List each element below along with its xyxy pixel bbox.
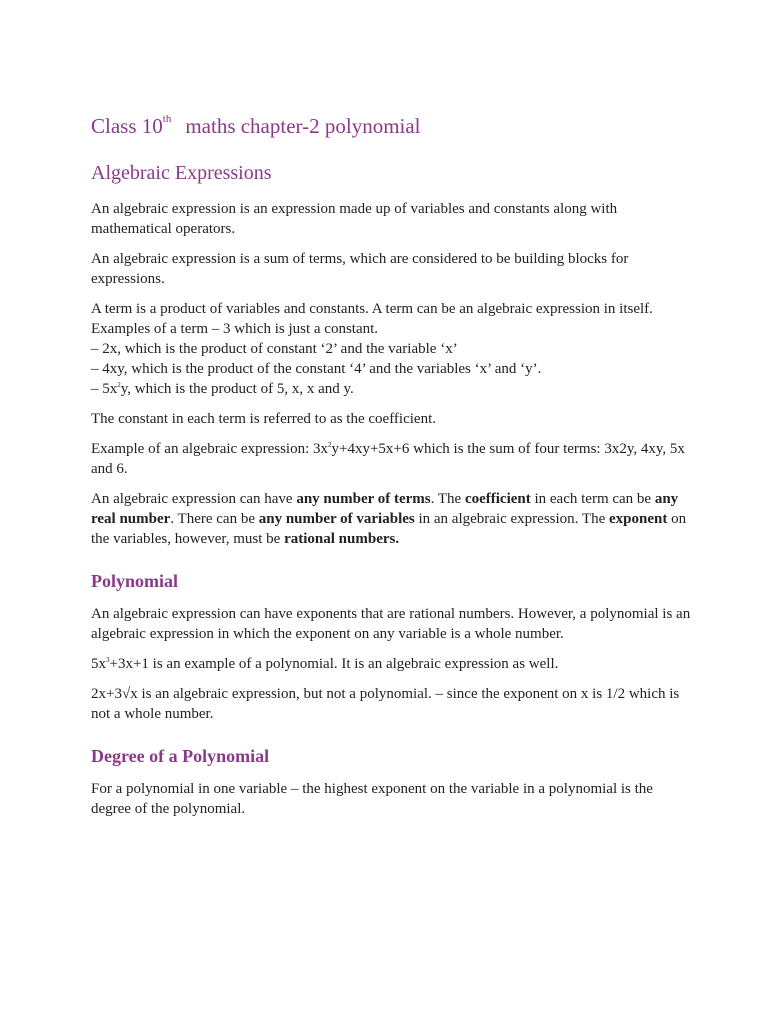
title-prefix: Class 10	[91, 114, 163, 138]
rules-bold: exponent	[608, 511, 668, 527]
heading-algebraic-expressions: Algebraic Expressions	[91, 162, 272, 184]
paragraph-coefficient: The constant in each term is referred to as the coefficient.	[91, 411, 436, 427]
polynomial-example-end: +3x+1 is an example of a polynomial. It is an algebraic expression as well.	[109, 656, 559, 672]
term-line: – 2x, which is the product of constant ‘2’ and the variable ‘x’	[91, 341, 458, 357]
polynomial-example-start: 5x	[91, 656, 106, 672]
example-exponent: 2	[328, 441, 332, 449]
rules-text: . There can be	[170, 511, 259, 527]
example-text-start: Example of an algebraic expression: 3x	[91, 441, 328, 457]
heading-degree-of-polynomial: Degree of a Polynomial	[91, 746, 270, 766]
term-line-end: y, which is the product of 5, x, x and y.	[120, 381, 354, 397]
document-page	[91, 110, 691, 829]
paragraph-non-polynomial: 2x+3√x is an algebraic expression, but not a polynomial. – since the exponent on x is 1/2 which is not a whole number.	[91, 686, 680, 722]
heading-polynomial: Polynomial	[91, 571, 179, 591]
term-line: Examples of a term – 3 which is just a constant.	[91, 321, 379, 337]
rules-bold: coefficient	[464, 491, 531, 507]
rules-bold: any real number	[91, 491, 679, 527]
paragraph-polynomial-definition: An algebraic expression can have exponents that are rational numbers. However, a polynomial is an algebraic expression in which the exponent on any variable is a whole number.	[91, 606, 691, 642]
polynomial-exponent: 3	[106, 656, 110, 664]
term-exponent: 2	[117, 381, 121, 389]
paragraph-example-expression	[91, 439, 691, 479]
paragraph-rules	[91, 489, 691, 549]
paragraph-sum-of-terms: An algebraic expression is a sum of terms, which are considered to be building blocks for expressions.	[91, 251, 629, 287]
term-line: – 4xy, which is the product of the constant ‘4’ and the variables ‘x’ and ‘y’.	[91, 361, 542, 377]
term-line-start: – 5x	[91, 381, 118, 397]
document-title	[91, 110, 691, 142]
paragraph-polynomial-example	[91, 654, 691, 674]
paragraph-term-examples	[91, 299, 691, 399]
rules-bold: any number of terms	[296, 491, 431, 507]
example-text-end: y+4xy+5x+6 which is the sum of four terms: 3x2y, 4xy, 5x and 6.	[91, 441, 685, 477]
rules-text: in each term can be	[530, 491, 655, 507]
rules-text: . The	[430, 491, 465, 507]
rules-text: on the variables, however, must be	[91, 511, 687, 547]
paragraph-degree-definition: For a polynomial in one variable – the highest exponent on the variable in a polynomial is the degree of the polynomial.	[91, 781, 653, 817]
rules-bold: any number of variables	[258, 511, 415, 527]
rules-text: An algebraic expression can have	[91, 491, 297, 507]
paragraph-definition: An algebraic expression is an expression made up of variables and constants along with mathematical operators.	[91, 201, 618, 237]
rules-bold: rational numbers.	[284, 531, 400, 547]
title-superscript: th	[162, 113, 172, 125]
term-line: A term is a product of variables and constants. A term can be an algebraic expression in itself.	[91, 301, 653, 317]
rules-text: in an algebraic expression. The	[414, 511, 609, 527]
title-rest: maths chapter-2 polynomial	[185, 114, 421, 138]
